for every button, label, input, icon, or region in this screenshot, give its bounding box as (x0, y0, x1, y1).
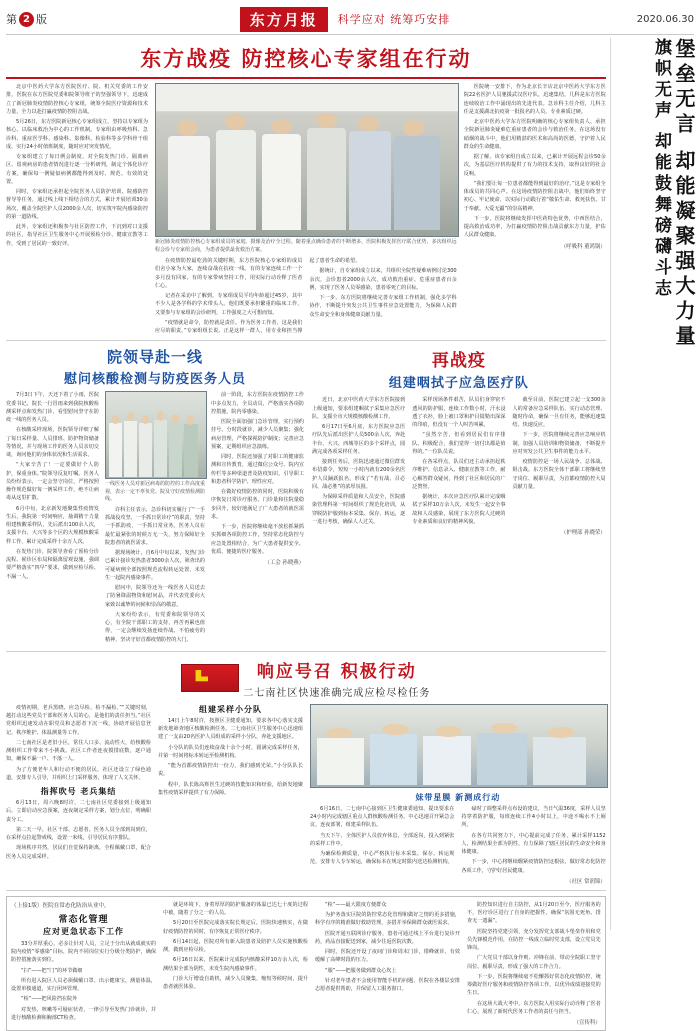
section3-title: 响应号召 积极行动 (256, 661, 417, 682)
divider (6, 340, 606, 341)
paragraph: 二七南社区是老旧小区，常住人口多、流动性大，给核酸检测组织工作带来不小挑战。社区工作者连夜摸排底数，逐户通知，确保不漏一户、不落一人。 (6, 739, 151, 763)
section4-head: 妹带星膜 新测成行动 (415, 792, 501, 802)
paragraph: “检”——把风险挡在院外 (21, 996, 78, 1003)
paragraph: 现场秩序井然，居民们自觉保持距离，全程佩戴口罩，配合医务人员完成采样。 (6, 845, 151, 860)
paragraph: 在各方共同努力下，中心提前完成了任务，累计采样1152人，检测结果全部为阴性，有力保障了辖区居民的生命安全和身体健康。 (461, 832, 606, 855)
bottom-title-line2: 应对更急状态下工作 (43, 926, 124, 936)
paragraph: 防控知识进行自主防控，从1月20日至今，医疗服务的不，医疗诊区进行了自身的把握性，确保“氛围无死角、排查无一遗漏”。 (467, 901, 601, 925)
paragraph: 为保障采样质量和人员安全，医院感染管理科第一时间组织了规范化培训，从穿脱防护服到标本采集、保存、转运，逐一进行考核，确保人人过关。 (312, 494, 406, 525)
paragraph: 14日上午8时许，按照区卫健委通知，要求各中心落实支援新发地筛查地区核酸检测任务。二七南社区卫生服务中心迅速组建了一支由20名医护人员组成的采样小分队，奔赴支援地区。 (158, 717, 303, 741)
section3-col1 (6, 704, 151, 885)
paragraph: 广大党员干部以身作则、冲锋在前，带动全院职工坚守岗位、履职尽责，形成了强大的工作合力。 (467, 955, 601, 970)
lead-photo (155, 83, 459, 237)
paragraph: 下一步，东方医院将继续完善专家组工作机制，强化多学科协作，不断提升突发公共卫生事件应急处置能力，为保障人民群众生命安全和身体健康贡献力量。 (309, 295, 457, 318)
story-right-byline: （护理部 孙晓荣） (560, 530, 606, 536)
story-left-title-line2: 慰问核酸检测与防疫医务人员 (63, 372, 246, 388)
story-left-col3 (211, 391, 304, 646)
bottom-col4 (467, 901, 601, 1026)
masthead (6, 6, 694, 35)
paragraph: 下一步，医院将继续完善应急响应机制，加强人员培训和物资储备，不断提升应对突发公共卫生事件的能力水平。 (512, 432, 606, 455)
lead-headline: 东方战疫 防控核心专家组在行动 (140, 46, 472, 71)
bottom-col3 (315, 901, 460, 1026)
paragraph: “疫情就是命令，防控就是责任。作为医务工作者，这是我们应尽的职责。”专家组组长说。正是这样一群人，用专业和担当撑起了患者生命的希望。 (155, 258, 361, 334)
story-left-title-line1: 院领导赴一线 (106, 348, 203, 367)
paragraph: 6月中旬，北京新发地聚集性疫情发生后，我院第一时间响应，抽调精干力量组建核酸采样队，先后派出100余人次，支援丰台、大兴等多个区的大规模核酸采样工作，累计完成采样十余万人次。 (6, 505, 99, 545)
section3-col2-head: 指挥吹号 老兵集结 (40, 787, 117, 796)
paragraph: 医院坚持党建引领，充分发挥党支部战斗堡垒作用和党员先锋模范作用，在防控一线成立临时党支部，设立党员先锋岗。 (467, 928, 601, 951)
paragraph: 北京中医药大学东方医院医疗、院、机关党委的工作安排，医院在东方医院党委和院领导班子的坚强领导下，迅速成立了新冠肺炎疫情防控核心专家组，统筹全院医疗资源和技术力量，全力以赴打赢疫情防控阻击战。 (6, 84, 148, 115)
paragraph: “我们要让每一位患者都能得到最好的治疗。”这是专家组全体成员的共同心声。在这场疫情防控阻击战中，他们始终坚守初心、牢记使命，以实际行动践行着“敬佑生命、救死扶伤、甘于奉献、大爱无疆”的崇高精神。 (463, 180, 606, 212)
rail-slogan-line1: 堡垒无言 却能凝聚强大力量 (672, 38, 696, 350)
paragraph: 同时，医院还加强了对职工的健康监测和宣传教育，通过微信公众号、院内宣传栏等多种渠道普及防疫知识，引导职工和患者科学防护、理性应对。 (211, 454, 304, 485)
paragraph: “虽然辛苦，但看到居民们有序排队、积极配合，我们觉得一切付出都是值得的。”一位队员说。 (412, 432, 506, 455)
story-right-heading (312, 346, 606, 391)
paragraph: “扫”——把“门”的环节做细 (21, 967, 83, 974)
paragraph: 在这场大战大考中，东方医院人用实际行动诠释了医者仁心，展现了新时代医务工作者的责任与担当。 (467, 1000, 601, 1015)
story-left-col1 (6, 391, 99, 646)
paragraph: 碌时了调整采样点布设的建议，当日气温36度，采样人员坚持穿着防护服，每班连续工作4小时以上，中途不喝水不上厕所。 (461, 805, 606, 829)
bottom-col2 (163, 901, 308, 1026)
flag-icon (181, 664, 239, 692)
masthead-center (76, 7, 614, 32)
paragraph: 采样现场条件艰苦，队员们身穿密不透风的防护服，连续工作数小时，汗水浸透了衣衫，脸上被口罩和护目镜勒出深深的印痕，但没有一个人叫苦叫累。 (412, 397, 506, 428)
paragraph: 6月16日以来，医院累计完成院内核酸采样10万余人次，检测结果全部为阴性，未发生院内感染事件。 (163, 957, 308, 972)
page-number-badge (6, 11, 76, 27)
section3-right (310, 704, 606, 885)
paragraph: 第二天一早，社区干部、志愿者、医务人员全部到岗到位，在采样点拉起警戒线，设置一米线，引导居民有序排队。 (6, 826, 151, 841)
paragraph: 下一步，医院将继续发挥中医药特色优势，中西医结合，提高救治成功率，为打赢疫情防控阻击战贡献东方力量，护佑人民群众健康。 (463, 215, 606, 239)
paragraph: 医院统一安排下，作为北京长辛店北京中医药大学东方医院22名医护人员驰援武汉医疗队，迅速集结，几科是东方医院连续收治工作中涌现出的先进代表。急诊科主任介绍，几科主任是支援湖北抗疫第一批报名的人员，专业素质过硬。 (463, 84, 606, 115)
paragraph: 截至目前，医院已建立起一支300余人的常备应急采样队伍，实行动态管理、随时待命，确保一旦有任务，能够迅速集结、快速反应。 (512, 397, 606, 428)
main-content (6, 38, 611, 1026)
bottom-col1 (11, 901, 156, 1026)
publication-title: 东方月报 (240, 7, 328, 32)
paragraph: 下一步，医院将继续毫不松懈抓好常态化疫情防控，统筹做好医疗服务和疫情防控各项工作，以优异成绩迎接党的生日。 (467, 973, 601, 997)
story-right-title-line1: 再战疫 (431, 351, 486, 372)
story-right (312, 346, 606, 646)
story-left-photo (105, 391, 207, 479)
paragraph: 6月17日至6月底，东方医院应急医疗队先后派出医护人员500余人次，奔赴丰台、大兴、西城等区的多个采样点，圆满完成各项采样任务。 (312, 424, 406, 455)
paragraph: 据统计，自专家组成立以来，共组织全院性疑难病例讨论300余次，会诊患者2000余人次，成功救治重症、危重症患者百余例，实现了医务人员零感染、患者零死亡的目标。 (309, 268, 457, 291)
paragraph: 在疫情防控最吃劲的关键时期，东方医院核心专家组的成员们舍小家为大家，连续奋战在抗疫一线。有的专家连续工作一个多月没有回家，有的专家带病坚持工作，用实际行动诠释了医者仁心。 (155, 258, 303, 289)
paragraph: “能为首都疫情防控出一份力，我们感到光荣。”小分队队长说。 (158, 763, 303, 778)
paragraph: 6月16日，二七南中心接到区卫生健康委通知，提出要求在24小时内完成辖区重点人群核酸检测任务。中心迅速召开紧急会议，连夜部署，组建采样队伍。 (310, 805, 455, 829)
paragraph: 医院全面加强门急诊管理，实行预约挂号、分时段就诊，减少人员聚集；强化病房管理，严格探视陪护制度；完善应急预案，定期组织应急演练。 (211, 419, 304, 450)
lead-center (155, 83, 457, 335)
paragraph: 在核酸采样现场，医院领导详细了解了每日采样量、人员排班、防护物资储备等情况，并与现场工作的医务人员亲切交谈，询问他们的身体状况和生活需求。 (6, 427, 99, 458)
bottom-title-line1: 常态化管理 (58, 914, 109, 925)
paragraph: 对发热、咳嗽等可疑症状者，一律引导至发热门诊就诊，并进行核酸检测和胸部CT检查。 (11, 1006, 156, 1021)
story-left (6, 346, 304, 646)
paragraph: 疫情初期，老兵黑晓、应急尽检、检不漏检。”“关键时刻，越打动这些党员干部和医务人员的心，是他们的责任担当。”社区党组织迅速发动在职党员和志愿者下沉一线，协助开展信息登记、秩序维护、体温测量等工作。 (6, 704, 151, 736)
page-body (6, 38, 696, 1026)
paragraph: 下一步，医院将继续毫不放松抓紧抓实抓细各项防控工作，坚持常态化防控与应急处置相结合，为广大患者提供安全、优质、便捷的医疗服务。 (211, 524, 304, 555)
paragraph: 许科主任表示，急诊科切实履行了“一手抓战役攻坚、一手抓日常诊疗”的职责，坚持一手抓防疫，一手抓日常业务。医务人员在最忙最紧张的时候万无一失，努力保障好全院患者的就医需求。 (105, 506, 205, 546)
divider (6, 890, 606, 891)
paragraph: 就是环境下，身着厚厚的防护服备的体温已达七十度的过程中被，随着了分之一的人员。 (163, 901, 308, 916)
issue-date: 2020.06.30 (636, 13, 694, 25)
lead-column-3 (464, 83, 606, 335)
paragraph: 程中，队长陈高辉医生过硬的技能知识和经验，给新发地聚集性疫情采样提供了有力保障。 (158, 781, 303, 796)
paragraph: 疫情防控是一场人民战争、总体战、阻击战。东方医院全体干部职工将继续坚守岗位、履职尽责，为首都疫情防控大局贡献力量。 (512, 459, 606, 490)
lead-byline: （呼吸科 董鸿锅） (560, 243, 606, 250)
paragraph: 5月20日至医院完成落实院长规定后，医院快速核实，在做好疫情防控的同时，有序恢复正常医疗秩序。 (163, 920, 308, 935)
story-left-byline: （工会 孙晓燕） (264, 560, 304, 566)
paragraph: 为护务落实区院的防控常态化管理和做好之情的更多措施，科学有序的精准做好救助管理，多措并举保障群众就医需求。 (315, 912, 460, 927)
paragraph: 7月3日下午，天还下着了小雨，医院党委书记、院长一行冒雨来到我院核酸检测采样点和发热门诊，看望慰问坚守在防疫一线的医务人员。 (6, 392, 99, 423)
bottom-title (11, 912, 156, 937)
page-label-post: 版 (36, 13, 47, 26)
paragraph: 据现场统计，自6月中旬以来，发热门诊已累计接诊发热患者3000余人次，筛查出的可疑病例全部按照规范流程转运处置，未发生一起院内感染事件。 (105, 550, 205, 581)
paragraph: 大家纷纷表示，有党委和院领导的关心，有全院干部职工的支持，再苦再累也值得，一定会继续发扬连续作战、不怕疲劳的精神，坚决守好首都疫情防控的大门。 (105, 611, 205, 643)
page-number: 2 (19, 12, 34, 27)
section-community (6, 657, 606, 885)
lead-photo-caption: 新冠肺炎疫情防控核心专家组成员的家庭、摄像及治疗全过程。随着重点确诊患者的不断增多，医院积极发挥医疗联合优势，多次组织远程会诊与专家组会商，为患者提供最优救治方案。 (155, 239, 457, 253)
paragraph: 此外，专家组还积极参与社区防控工作，下沉到对口支援的社区，指导社区卫生服务中心开展预检分诊、健康宣教等工作，受到了居民的一致好评。 (6, 224, 148, 247)
right-rail (611, 38, 694, 930)
continued-tag: （上接1版）医院在常态化防治从业中， (11, 902, 110, 909)
paragraph: 所有进入院区人员必须佩戴口罩、出示健康宝、测量体温，设置单独通道，实行闭环管理。 (11, 977, 156, 992)
paragraph: 小分队的队员们连续奋战十余个小时，圆满完成采样任务，并第一时间将标本转运至检测机构。 (158, 744, 303, 759)
page-label-pre: 第 (6, 13, 17, 26)
paragraph: 6月13日，周六晚8时许，二七南社区党委接到上级通知后，立即启动应急预案，连夜制定采样方案，划分点位，明确职责分工。 (6, 800, 151, 823)
story-left-heading (6, 346, 304, 387)
paragraph: 北京中医药大学东方医院明确的核心专家组负责人、承担全院新冠肺炎疑难危重症患者的会诊与救治任务。在这场没有硝烟的战斗中，他们用精湛的医术和高尚的医德，守护着人民群众的生命健康。 (463, 119, 606, 150)
paragraph: “服”——把服务做到群众心坎上 (325, 967, 397, 974)
paragraph: 在发热门诊，院领导查看了预检分诊流程、候诊区布局和隔离留观设施，强调要严格落实“四早”要求，做到应检尽检、不漏一人。 (6, 548, 99, 580)
paragraph: 接到任务后，医院迅速通过微信群发布招募令，短短一小时内就有200余名医护人员踊跃报名，形成了“若有战、召必回、战必胜”的浓厚氛围。 (312, 459, 406, 490)
story-left-center (105, 391, 205, 646)
paragraph: 5月26日，东方医院新冠核心专家组成立，坚持以专家组为核心、以临床救治为中心的工作机制。专家组由呼吸热科、急诊科、重症医学科、感染科、影像科、检验科等多学科骨干组成，实行24小时值班制度，随时应对突发情况。 (6, 119, 148, 150)
section4-byline: （社区 常润锦） (566, 878, 606, 885)
story-right-title-line2: 组建咽拭子应急医疗队 (388, 376, 529, 392)
paragraph: 记者在采访中了解到，专家组成员平均年龄超过45岁，其中不少人是各学科的学术带头人。他们既要承担繁重的临床工作，又要参与专家组的会诊研判，工作强度之大可想而知。 (155, 293, 303, 316)
paragraph: 前一阶段，东方医院在疫情防控工作中多点发力，全员动员，严格落实各项防控措施，院内零感染。 (211, 392, 304, 415)
paragraph: 6月14日起，医院对所有新入院患者及陪护人员实施核酸检测，做到应检尽检。 (163, 938, 308, 953)
paragraph: 在做好疫情防控的同时，医院积极有序恢复日常诊疗服务，门诊量和住院量稳步回升，较好地满足了广大患者的就医需求。 (211, 489, 304, 520)
paragraph: 为确保检测质量，中心严格执行标本采集、保存、转运规范，安排专人专车转运，确保标本在规定时限内送达检测机构。 (310, 851, 455, 866)
paragraph: 医院开通互联网诊疗服务，患者可通过线上平台进行复诊开药，药品直接配送到家，减少往返医院次数。 (315, 930, 460, 945)
headline-rule (6, 77, 606, 79)
lead-column-1 (6, 83, 148, 335)
lead-story (6, 43, 606, 335)
paragraph: 慰问中，院领导还为一线医务人员送去了防暑降温物资和慰问品，并代表党委向大家致以诚挚的问候和崇高的敬意。 (105, 585, 205, 608)
section3-col3-head: 组建采样小分队 (199, 704, 262, 714)
paragraph: 为了方便老年人和行动不便的居民，社区还设立了绿色通道，安排专人引导，并组织上门采样服务，体现了人文关怀。 (6, 766, 151, 781)
bottom-section (6, 896, 606, 1031)
paragraph: 专家组建立了每日例会制度，对全院发热门诊、隔离病区、留观病房的患者情况进行逐一分析研判，制定个体化诊疗方案，确保每一例疑似病例都能得到及时、规范、有效的处置。 (6, 154, 148, 185)
divider (6, 651, 606, 652)
bottom-byline: （宣传科） (573, 1020, 601, 1026)
paragraph: 近日，北京中医药大学东方医院接到上级通知，要求组建咽拭子采集应急医疗队，支援全市大规模核酸检测工作。 (312, 397, 406, 420)
section3-photo (310, 704, 608, 788)
paragraph: “检”——最大限度方便群众 (325, 901, 387, 908)
section3-col2 (158, 704, 303, 885)
paragraph: 据统计，本次应急医疗队累计完成咽拭子采样10万余人次，未发生一起安全事故和人员感染，展现了东方医院人过硬的专业素质和良好的精神风貌。 (412, 494, 506, 525)
paragraph: 针对老年患者不会使用智能手机的问题，医院在各楼层安排志愿者提供帮助，并保留人工服务窗口。 (315, 977, 460, 992)
section3-subtitle: 二七南社区快速准确完成应检尽检任务 (243, 687, 431, 699)
paragraph: 在各采样点，队员们还主动承担起秩序维护、信息录入、健康宣教等工作，耐心解答群众疑问，得到了社区和居民的广泛赞誉。 (412, 459, 506, 490)
paragraph: “大家辛苦了！一定要做好个人防护，保重身体。”院领导反复叮嘱。医务人员纷纷表示，一定会坚守岗位，严格按照操作规范做好每一例采样工作，绝不让病毒从这里扩散。 (6, 462, 99, 502)
story-left-photo-caption: 一线医务人员对新冠病毒的防控的工作高度重视，表示一定不辜负党、院及守好疫情检测防线。 (105, 481, 206, 503)
masthead-subtitle: 科学应对 统筹巧安排 (337, 13, 451, 26)
paragraph: 门诊大厅增设自助机，减少人员聚集，缩短等候时间，提升患者就医体验。 (163, 975, 308, 990)
paragraph: 当天下午，全体医护人员放弃休息，全部返岗，投入到紧张的采样工作中。 (310, 832, 455, 847)
two-story-row (6, 346, 606, 646)
rail-slogan-line2: 旗帜无声 却能鼓舞磅礴斗志 (651, 38, 671, 300)
paragraph: 同时，专家组还承担起全院医务人员防护培训、院感防控督导等任务，通过线上线下相结合的方式，累计开展培训30余场次，覆盖全院医护人员2000余人次，切实筑牢院内感染防控的第一道防线。 (6, 189, 148, 220)
paragraph: 同时，医院还开设了夜间门诊和周末门诊，错峰就诊，有效缓解了高峰时段的压力。 (315, 949, 460, 964)
paragraph: 下一步，中心将继续绷紧疫情防控这根弦，做好常态化防控各项工作，守护好居民健康。 (461, 859, 606, 874)
paragraph: 33分并厚重心，必多让针对人员，立足于分出从就成就实的院内疫情“零感染”目标，院内不同岗位实行分级分类防护，确保防控措施落实到位。 (11, 940, 156, 964)
paragraph: 据了解，该专家组自成立以来，已累计开展远程会诊50余次，为基层医疗机构提供了有力的技术支持，取得良好的社会反响。 (463, 154, 606, 177)
